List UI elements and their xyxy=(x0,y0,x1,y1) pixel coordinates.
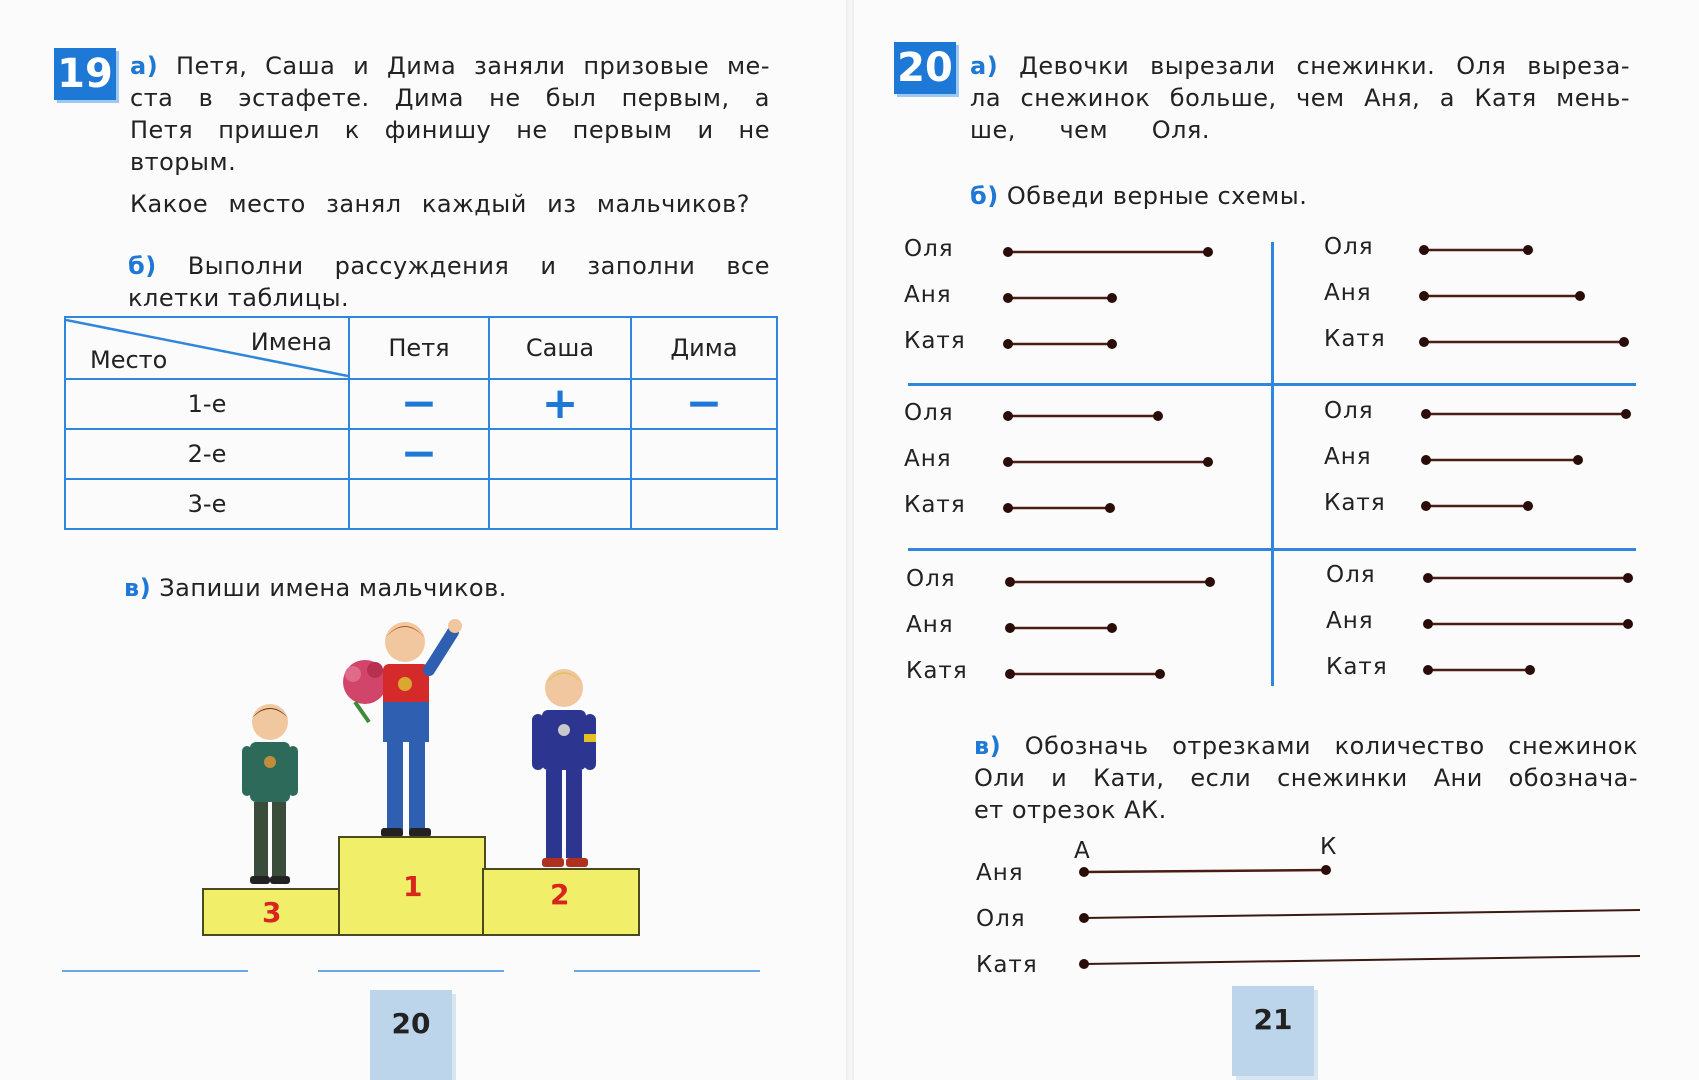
text-line: Петя, Саша и Дима заняли призовые ме- xyxy=(175,52,770,80)
point-k xyxy=(1321,865,1331,875)
boy-third-place xyxy=(230,700,310,890)
part-letter: в) xyxy=(974,732,1002,760)
plus-mark: + xyxy=(541,378,579,429)
task19-text-a xyxy=(130,50,770,82)
scheme-label: Аня xyxy=(1324,280,1372,306)
scheme-label: Аня xyxy=(906,612,954,638)
boy-second-place xyxy=(524,664,604,874)
table-cell[interactable] xyxy=(489,379,631,429)
scheme-label: Оля xyxy=(904,400,954,426)
task-number-badge: 20 xyxy=(894,42,956,94)
part-letter: в) xyxy=(124,574,152,602)
segment-label-olya: Оля xyxy=(976,906,1026,932)
scheme-label: Аня xyxy=(904,446,952,472)
page-number: 20 xyxy=(370,990,452,1080)
table-cell[interactable] xyxy=(489,479,631,529)
answer-line-1[interactable] xyxy=(62,970,248,972)
segment-ak xyxy=(1084,870,1326,872)
column-header-dima: Дима xyxy=(631,317,777,379)
answer-line-3[interactable] xyxy=(574,970,760,972)
task-number-badge: 19 xyxy=(54,48,116,100)
row-place: 1-е xyxy=(65,379,349,429)
minus-mark: − xyxy=(400,428,438,479)
point-katya-start xyxy=(1079,959,1089,969)
answer-line-olya[interactable] xyxy=(1084,910,1640,918)
task19-text-b xyxy=(128,250,770,282)
table-cell[interactable] xyxy=(631,429,777,479)
scheme-label: Катя xyxy=(1324,490,1386,516)
segment-drawing xyxy=(850,0,1699,1080)
header-place: Место xyxy=(90,346,168,374)
scheme-label: Катя xyxy=(1324,326,1386,352)
task20-text-a-line3: ше, чем Оля. xyxy=(970,116,1210,144)
column-header-sasha: Саша xyxy=(489,317,631,379)
scheme-label: Катя xyxy=(904,328,966,354)
row-place: 2-е xyxy=(65,429,349,479)
boy-first-place xyxy=(335,612,475,842)
task20-text-v-line3: ет отрезок АК. xyxy=(974,796,1167,824)
task19-text-a-line3: Петя пришел к финишу не первым и не xyxy=(130,116,770,144)
text-line: Запиши имена мальчиков. xyxy=(159,574,507,602)
point-olya-start xyxy=(1079,913,1089,923)
scheme-label: Оля xyxy=(1326,562,1376,588)
text-line: Обозначь отрезками количество снежинок xyxy=(1024,732,1638,760)
part-letter: б) xyxy=(128,252,157,280)
point-label-a: А xyxy=(1074,838,1091,864)
task20-text-a-line2: ла снежинок больше, чем Аня, а Катя мень- xyxy=(970,84,1630,112)
scheme-label: Катя xyxy=(1326,654,1388,680)
task19-text-a-line2: ста в эстафете. Дима не был первым, а xyxy=(130,84,770,112)
scheme-label: Оля xyxy=(904,236,954,262)
task19-question: Какое место занял каждый из мальчиков? xyxy=(130,190,750,218)
minus-mark: − xyxy=(400,378,438,429)
podium-number-second: 2 xyxy=(550,878,570,911)
text-line: Девочки вырезали снежинки. Оля выреза- xyxy=(1019,52,1630,80)
segment-label-anya: Аня xyxy=(976,860,1024,886)
page-number: 21 xyxy=(1232,986,1314,1076)
part-letter: а) xyxy=(130,52,159,80)
segment-label-katya: Катя xyxy=(976,952,1038,978)
table-row xyxy=(65,479,777,529)
text-line: Выполни рассуждения и заполни все xyxy=(187,252,770,280)
table-cell[interactable] xyxy=(349,379,489,429)
table-cell[interactable] xyxy=(489,429,631,479)
column-header-petya: Петя xyxy=(349,317,489,379)
table-header-row xyxy=(65,317,777,379)
podium-number-third: 3 xyxy=(262,896,282,929)
scheme-label: Катя xyxy=(906,658,968,684)
table-cell[interactable] xyxy=(631,379,777,429)
row-place: 3-е xyxy=(65,479,349,529)
task19-text-a-line4: вторым. xyxy=(130,148,237,176)
scheme-label: Оля xyxy=(1324,398,1374,424)
right-page xyxy=(850,0,1699,1080)
diagonal-header-cell xyxy=(65,317,349,379)
table-cell[interactable] xyxy=(349,479,489,529)
table-cell[interactable] xyxy=(349,429,489,479)
header-names: Имена xyxy=(250,328,332,356)
scheme-label: Оля xyxy=(906,566,956,592)
point-label-k: К xyxy=(1320,834,1338,860)
text-line: Обведи верные схемы. xyxy=(1006,182,1308,210)
scheme-label: Аня xyxy=(1326,608,1374,634)
table-row xyxy=(65,379,777,429)
answer-line-katya[interactable] xyxy=(1084,956,1640,964)
task20-text-v-line2: Оли и Кати, если снежинки Ани обознача- xyxy=(974,764,1638,792)
scheme-label: Аня xyxy=(1324,444,1372,470)
part-letter: б) xyxy=(970,182,999,210)
table-row xyxy=(65,429,777,479)
scheme-label: Катя xyxy=(904,492,966,518)
answer-line-2[interactable] xyxy=(318,970,504,972)
places-table xyxy=(64,316,778,530)
task19-text-b-line2: клетки таблицы. xyxy=(128,284,350,312)
table-cell[interactable] xyxy=(631,479,777,529)
scheme-label: Аня xyxy=(904,282,952,308)
podium-number-first: 1 xyxy=(403,870,423,903)
task19-text-v xyxy=(124,572,507,604)
point-a xyxy=(1079,867,1089,877)
scheme-label: Оля xyxy=(1324,234,1374,260)
part-letter: а) xyxy=(970,52,999,80)
minus-mark: − xyxy=(685,378,723,429)
